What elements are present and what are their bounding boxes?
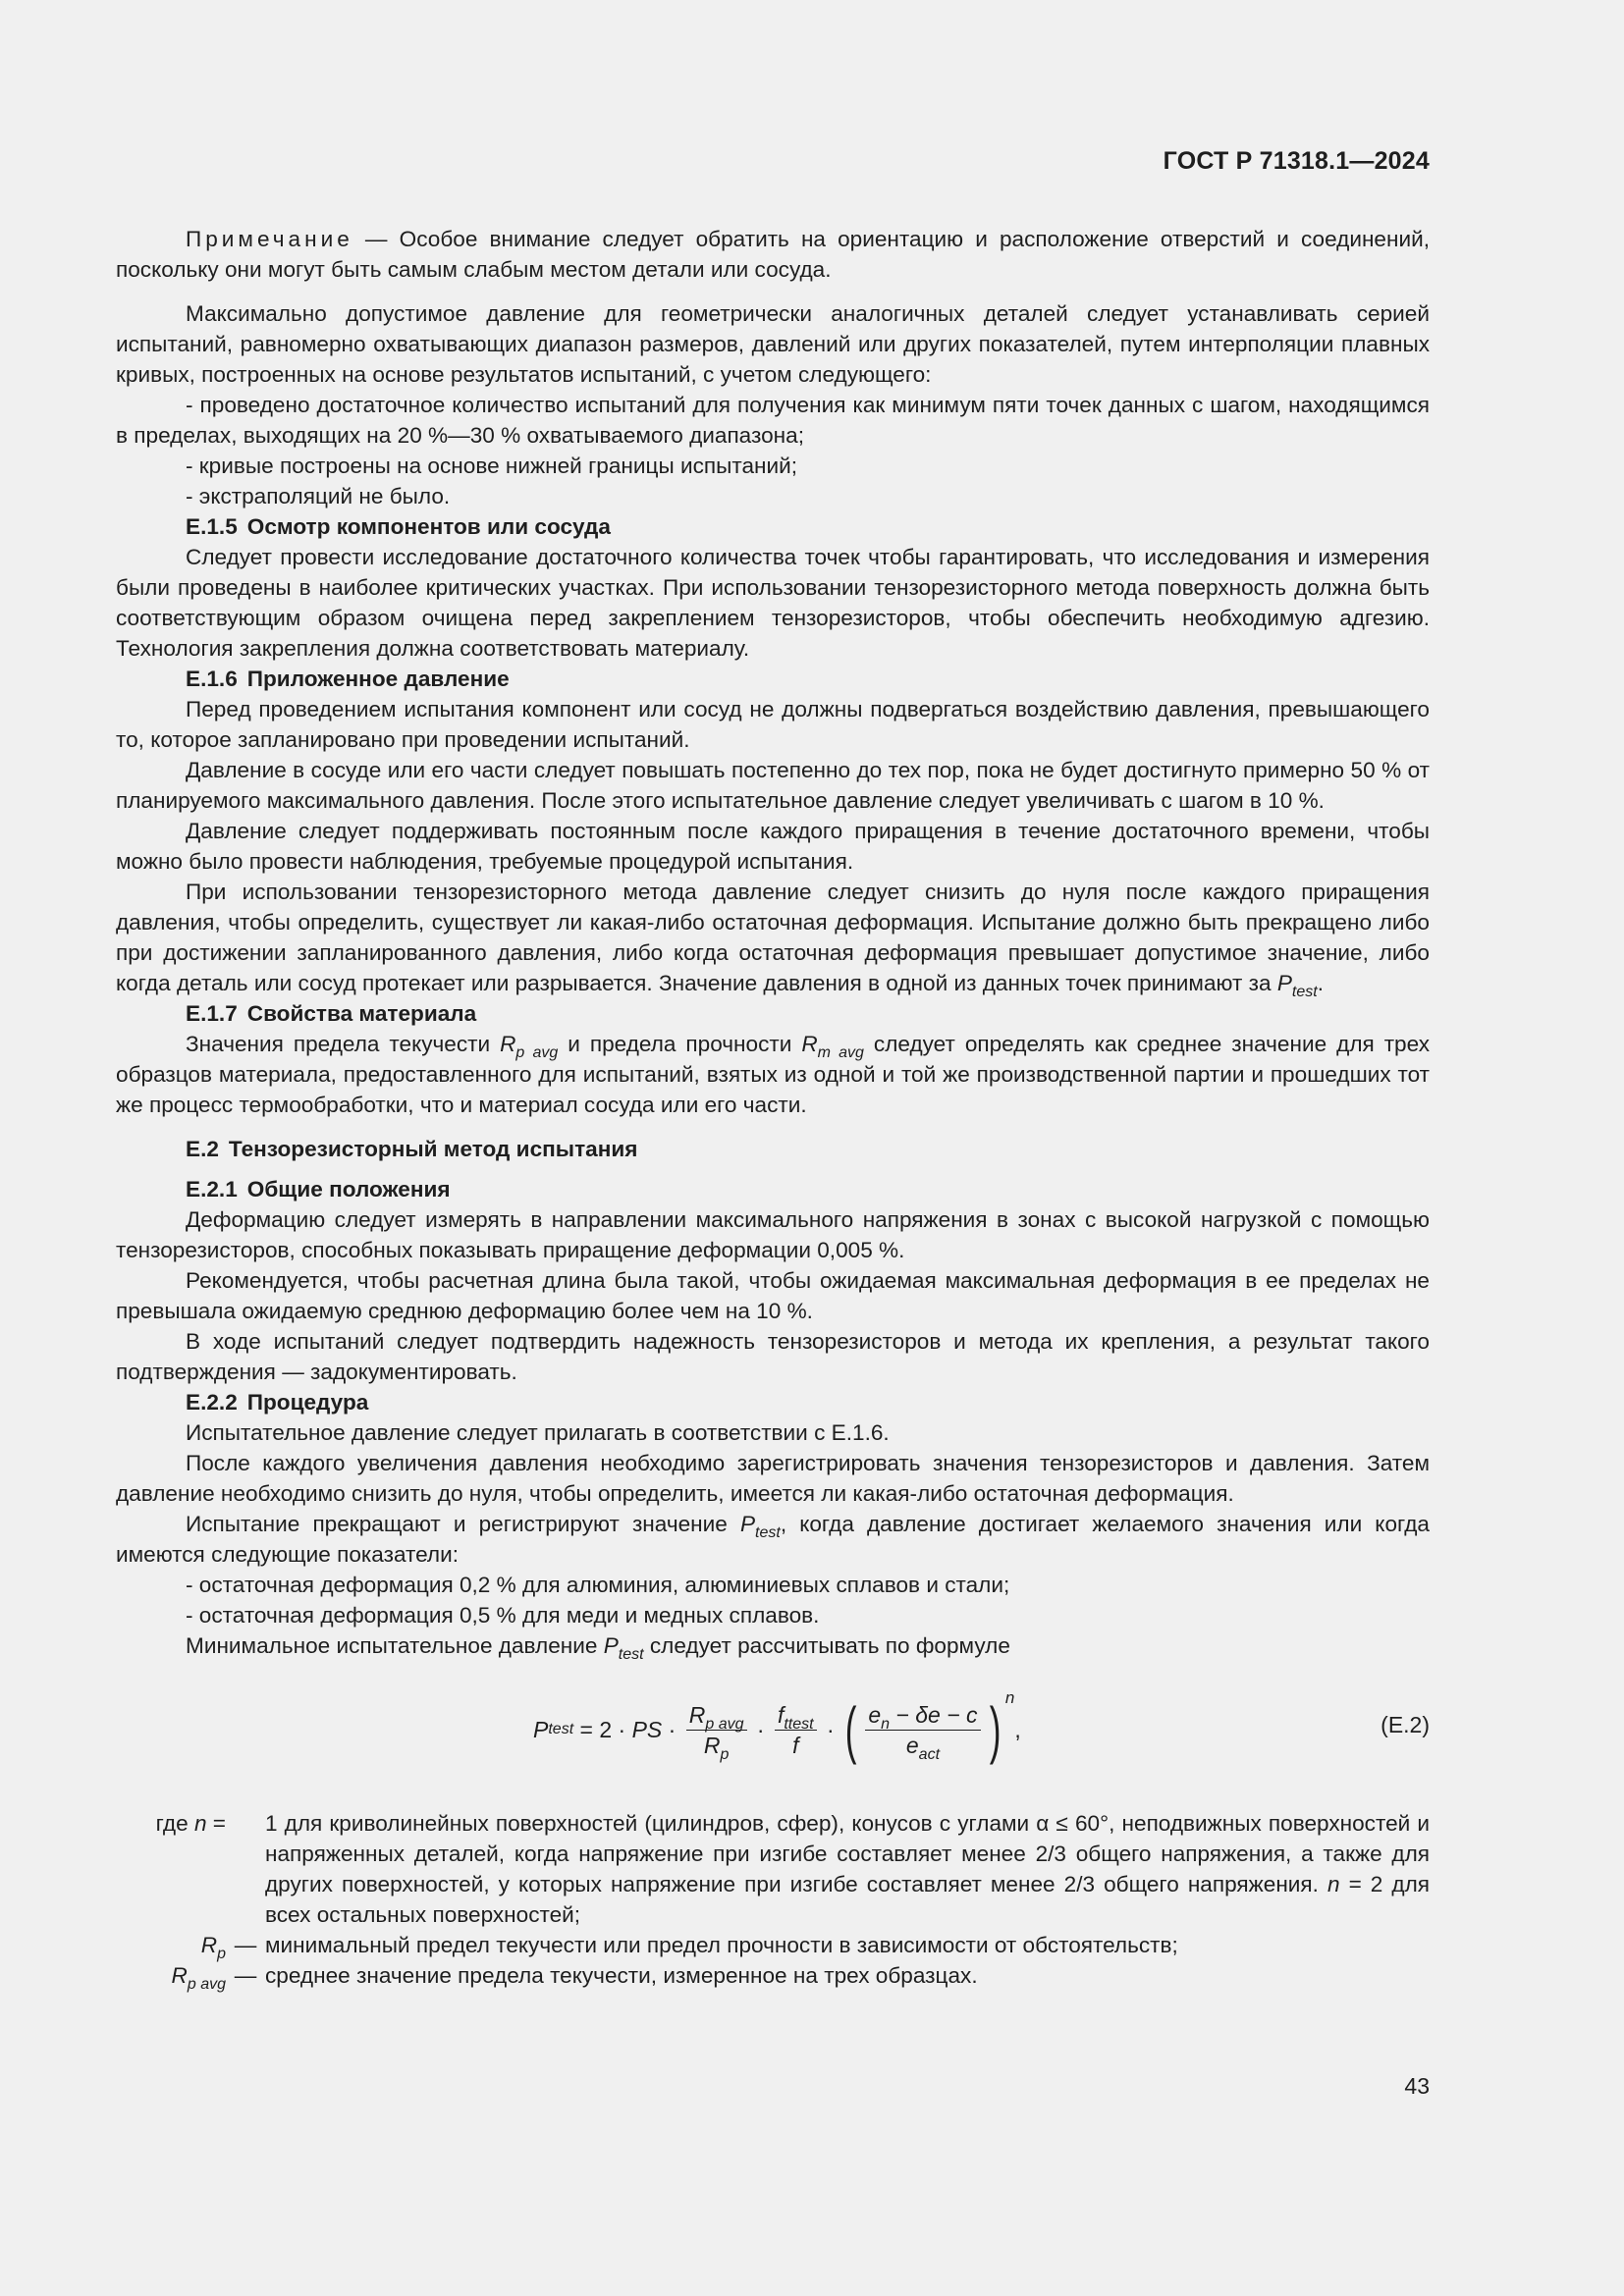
symbol-sub: test — [618, 1646, 644, 1663]
paragraph: После каждого увеличения давления необходимо зарегистрировать значения тензорезисторов и давления. Затем давление необходимо снизить до нуля, чтобы определить, имеется ли какая-либо остаточная деформация. — [116, 1451, 1430, 1506]
symbol-p: P — [603, 1633, 619, 1658]
formula-e2 — [116, 1675, 1430, 1785]
definition-rp: $R_p$ — минимальный предел текучести или предел прочности в зависимости от обстоятельств; — [200, 1933, 1178, 1962]
note-paragraph — [116, 224, 1430, 285]
paragraph: Значения предела текучести $R_{p avg}$ и предела прочности $R_{m avg}$ следует определять как среднее значение для трех образцов материала, предоставленного для испытаний, взятых из одной и той же производственной партии и прошедших тот же процесс термообработки, что и материал сосуда или его части. — [116, 1032, 1430, 1117]
paragraph: Максимально допустимое давление для геометрически аналогичных деталей следует устанавливать серией испытаний, равномерно охватывающих диапазон размеров, давлений или других показателей, путем интерполяции плавных кривых, построенных на основе результатов испытаний, с учетом следующего: — [116, 301, 1430, 387]
symbol-sub: p avg — [515, 1044, 559, 1061]
symbol-sub: m avg — [817, 1044, 864, 1061]
symbol-r: R — [801, 1032, 818, 1056]
symbol-sub: test — [1291, 984, 1318, 1000]
section-heading-e16: Е.1.6 Приложенное давление — [186, 667, 510, 691]
note-label: Примечание — [186, 227, 353, 251]
equation-number: (Е.2) — [1380, 1712, 1430, 1737]
section-heading-e17: Е.1.7 Свойства материала — [186, 1001, 477, 1026]
paragraph: Испытание прекращают и регистрируют значение $P_{test}$, когда давление достигает желаемого значения или когда имеются следующие показатели: — [116, 1512, 1430, 1567]
paragraph: Давление следует поддерживать постоянным после каждого приращения в течение достаточного времени, чтобы можно было провести наблюдения, требуемые процедурой испытания. — [116, 819, 1430, 874]
list-item: - экстраполяций не было. — [186, 484, 451, 508]
section-heading-e21: Е.2.1 Общие положения — [186, 1177, 451, 1201]
section-heading-e2: Е.2 Тензорезисторный метод испытания — [186, 1137, 638, 1161]
paragraph: При использовании тензорезисторного метода давление следует снизить до нуля после каждого приращения давления, чтобы определить, существует ли какая-либо остаточная деформация. Испытание должно быть прекращено либо при достижении запланированного давления, либо когда остаточная деформация превышает допустимое значение, либо когда деталь или сосуд протекает или разрывается. Значение давления в одной из данных точек принимают за $P_{test}$. — [116, 880, 1430, 1000]
note-text: — Особое внимание следует обратить на ориентацию и расположение отверстий и соединений, поскольку они могут быть самым слабым местом детали или сосуда. — [116, 227, 1430, 282]
paragraph: Минимальное испытательное давление $P_{test}$ следует рассчитывать по формуле — [186, 1633, 1010, 1663]
paragraph: Давление в сосуде или его части следует повышать постепенно до тех пор, пока не будет достигнуто примерно 50 % от планируемого максимального давления. После этого испытательное давление следует увеличивать с шагом в 10 %. — [116, 758, 1430, 813]
paragraph: Испытательное давление следует прилагать в соответствии с Е.1.6. — [186, 1420, 890, 1445]
definitions — [116, 1808, 1430, 1991]
definition-n: где n = 1 для криволинейных поверхностей (цилиндров, сфер), конусов с углами α ≤ 60°, неподвижных поверхностей и напряженных деталей, когда напряжение при изгибе составляет менее 2/3 общего напряжения, а также для других поверхностей, у которых напряжение при изгибе составляет менее 2/3 общего напряжения. n = 2 для всех остальных поверхностей; — [155, 1811, 1430, 1927]
symbol-p: P — [739, 1512, 756, 1536]
formula-expression: P test = 2 · PS · $\frac{R_{p avg}}{R_p}$ · $\frac{f_{ttest}}{f}$ · ( $\frac{e_n - \delta e - c}{e_{act}}$ ) $^n$ , — [533, 1688, 1021, 1765]
list-item: - кривые построены на основе нижней границы испытаний; — [186, 454, 798, 478]
list-item: - остаточная деформация 0,2 % для алюминия, алюминиевых сплавов и стали; — [186, 1573, 1010, 1597]
right-paren: ) — [989, 1694, 1001, 1765]
page-number: 43 — [1404, 2073, 1430, 2099]
section-heading-e22: Е.2.2 Процедура — [186, 1390, 369, 1415]
paragraph: Следует провести исследование достаточного количества точек чтобы гарантировать, что исследования и измерения были проведены в наиболее критических участках. При использовании тензорезисторного метода поверхность должна быть соответствующим образом очищена перед закреплением тензорезисторов, чтобы обеспечить необходимую адгезию. Технология закрепления должна соответствовать материалу. — [116, 545, 1430, 661]
symbol-p: P — [1276, 971, 1292, 995]
paragraph: В ходе испытаний следует подтвердить надежность тензорезисторов и метода их крепления, а результат такого подтверждения — задокументировать. — [116, 1329, 1430, 1384]
definition-rpavg: $R_{p avg}$ — среднее значение предела текучести, измеренное на трех образцах. — [171, 1963, 978, 1993]
list-item: - остаточная деформация 0,5 % для меди и медных сплавов. — [186, 1603, 820, 1628]
fraction-rp: $\frac{R_{p avg}}{R_p}$ — [686, 1700, 747, 1760]
document-body — [116, 224, 1430, 1991]
list-item: - проведено достаточное количество испытаний для получения как минимум пяти точек данных с шагом, находящимся в пределах, выходящих на 20 %—30 % охватываемого диапазона; — [116, 393, 1430, 448]
section-heading-e15: Е.1.5 Осмотр компонентов или сосуда — [186, 514, 611, 539]
symbol-sub: test — [755, 1524, 781, 1541]
paragraph: Деформацию следует измерять в направлении максимального напряжения в зонах с высокой нагрузкой с помощью тензорезисторов, способных показывать приращение деформации 0,005 %. — [116, 1207, 1430, 1262]
left-paren: ( — [844, 1694, 857, 1765]
standard-header: ГОСТ Р 71318.1—2024 — [1163, 147, 1430, 175]
paragraph: Перед проведением испытания компонент или сосуд не должны подвергаться воздействию давления, превышающего то, которое запланировано при проведении испытаний. — [116, 697, 1430, 752]
fraction-e: $\frac{e_n - \delta e - c}{e_{act}}$ — [865, 1700, 980, 1760]
symbol-r: R — [500, 1032, 516, 1056]
paragraph: Рекомендуется, чтобы расчетная длина была такой, чтобы ожидаемая максимальная деформация в ее пределах не превышала ожидаемую среднюю деформацию более чем на 10 %. — [116, 1268, 1430, 1323]
fraction-f: $\frac{f_{ttest}}{f}$ — [775, 1700, 817, 1760]
